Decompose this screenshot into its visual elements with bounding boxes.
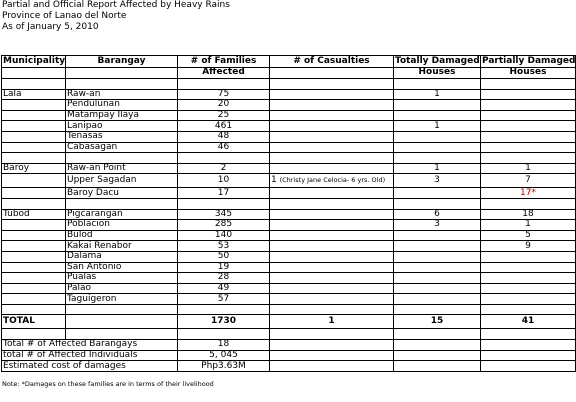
header-row (2, 56, 576, 68)
barangay-cell: Tenasas (66, 131, 178, 142)
spacer-row (2, 329, 576, 340)
barangay-cell: Bulod (66, 230, 178, 241)
table-row (2, 209, 576, 220)
families-cell: 345 (178, 209, 270, 220)
barangay-cell: Raw-an (66, 89, 178, 100)
spacer-row (2, 153, 576, 164)
municipality-tubod: Tubod (2, 209, 66, 220)
families-cell: 53 (178, 241, 270, 252)
col-barangay: Barangay (66, 56, 178, 68)
table-row (2, 220, 576, 231)
col-families: # of Families (178, 56, 270, 68)
spacer-row (2, 79, 576, 90)
table-row (2, 89, 576, 100)
barangay-cell: Upper Sagadan (66, 174, 178, 188)
table-row (2, 283, 576, 294)
table-row (2, 251, 576, 262)
municipality-baroy: Baroy (2, 163, 66, 174)
families-cell: 50 (178, 251, 270, 262)
summary-cost-value: Php3.63M (178, 361, 270, 372)
table-row (2, 110, 576, 121)
barangay-cell: Lanipao (66, 121, 178, 132)
col-partially-damaged: Partially Damaged (482, 55, 576, 66)
barangay-cell: Kakai Renabor (66, 241, 178, 252)
families-cell: 140 (178, 230, 270, 241)
date-label: As of January 5, 2010 (2, 22, 99, 32)
barangay-cell: Pigcarangan (66, 209, 178, 220)
table-row (2, 262, 576, 273)
summary-barangays-value: 18 (178, 340, 270, 351)
table-row (2, 121, 576, 132)
barangay-cell: San Antonio (66, 262, 178, 273)
summary-row (2, 340, 576, 351)
families-cell: 46 (178, 142, 270, 153)
totally-cell: 1 (394, 89, 481, 100)
summary-individuals-label: total # of Affected Individuals (2, 350, 178, 361)
totally-cell: 6 (394, 209, 481, 220)
barangay-cell: Palao (66, 283, 178, 294)
col-municipality: Municipality (3, 55, 66, 66)
partially-cell: 1 (481, 220, 576, 231)
col-totally-damaged: Totally Damaged (395, 55, 480, 66)
families-cell: 49 (178, 283, 270, 294)
total-partially-damaged: 41 (481, 315, 576, 329)
table-row (2, 174, 576, 188)
table-row (2, 163, 576, 174)
families-cell: 48 (178, 131, 270, 142)
families-cell: 28 (178, 273, 270, 284)
damage-report-table (1, 55, 576, 372)
partially-cell: 7 (481, 174, 576, 188)
families-cell: 57 (178, 294, 270, 305)
summary-row (2, 361, 576, 372)
table-row (2, 188, 576, 199)
header-row-2 (2, 67, 576, 79)
spacer-row (2, 198, 576, 209)
col-partially-damaged-2: Houses (481, 67, 576, 79)
total-label: TOTAL (2, 315, 66, 329)
totally-cell: 3 (394, 220, 481, 231)
report-title: Partial and Official Report Affected by Heavy Rains (2, 0, 230, 10)
families-cell: 17 (178, 188, 270, 199)
families-cell: 19 (178, 262, 270, 273)
families-cell: 20 (178, 100, 270, 111)
partially-cell: 5 (481, 230, 576, 241)
summary-individuals-value: 5, 045 (178, 350, 270, 361)
barangay-cell: Baroy Dacu (66, 188, 178, 199)
table-row (2, 100, 576, 111)
col-casualties: # of Casualties (270, 56, 394, 68)
partially-cell: 18 (481, 209, 576, 220)
barangay-cell: Taguigeron (66, 294, 178, 305)
families-cell: 10 (178, 174, 270, 188)
barangay-cell: Poblacion (66, 220, 178, 231)
summary-cost-label: Estimated cost of damages (2, 361, 178, 372)
totally-cell: 3 (394, 174, 481, 188)
families-cell: 285 (178, 220, 270, 231)
barangay-cell: Matampay Ilaya (66, 110, 178, 121)
table-row (2, 230, 576, 241)
partially-cell-highlighted: 17* (481, 188, 576, 199)
casualty-note: (Christy Jane Celocia- 6 yrs. Old) (279, 176, 386, 185)
totally-cell: 1 (394, 163, 481, 174)
col-totally-damaged-2: Houses (394, 67, 481, 79)
total-row (2, 315, 576, 329)
families-cell: 75 (178, 89, 270, 100)
casualty-count: 1 (271, 175, 277, 186)
municipality-lala: Lala (2, 89, 66, 100)
table-row (2, 241, 576, 252)
barangay-cell: Cabasagan (66, 142, 178, 153)
families-cell: 25 (178, 110, 270, 121)
table-row (2, 131, 576, 142)
casualties-cell (270, 174, 394, 188)
province-label: Province of Lanao del Norte (2, 11, 127, 21)
footnote: Note: *Damages on these families are in terms of their livelihood (2, 380, 214, 388)
table-row (2, 294, 576, 305)
barangay-cell: Dalama (66, 251, 178, 262)
barangay-cell: Pualas (66, 273, 178, 284)
total-totally-damaged: 15 (394, 315, 481, 329)
table-row (2, 273, 576, 284)
table-row (2, 142, 576, 153)
col-families-2: Affected (178, 67, 270, 79)
totally-cell: 1 (394, 121, 481, 132)
barangay-cell: Raw-an Point (66, 163, 178, 174)
families-cell: 2 (178, 163, 270, 174)
partially-cell: 9 (481, 241, 576, 252)
spacer-row (2, 304, 576, 315)
families-cell: 461 (178, 121, 270, 132)
partially-cell: 1 (481, 163, 576, 174)
summary-barangays-label: Total # of Affected Barangays (2, 340, 178, 351)
barangay-cell: Pendulunan (66, 100, 178, 111)
total-families: 1730 (178, 315, 270, 329)
summary-row (2, 350, 576, 361)
total-casualties: 1 (270, 315, 394, 329)
